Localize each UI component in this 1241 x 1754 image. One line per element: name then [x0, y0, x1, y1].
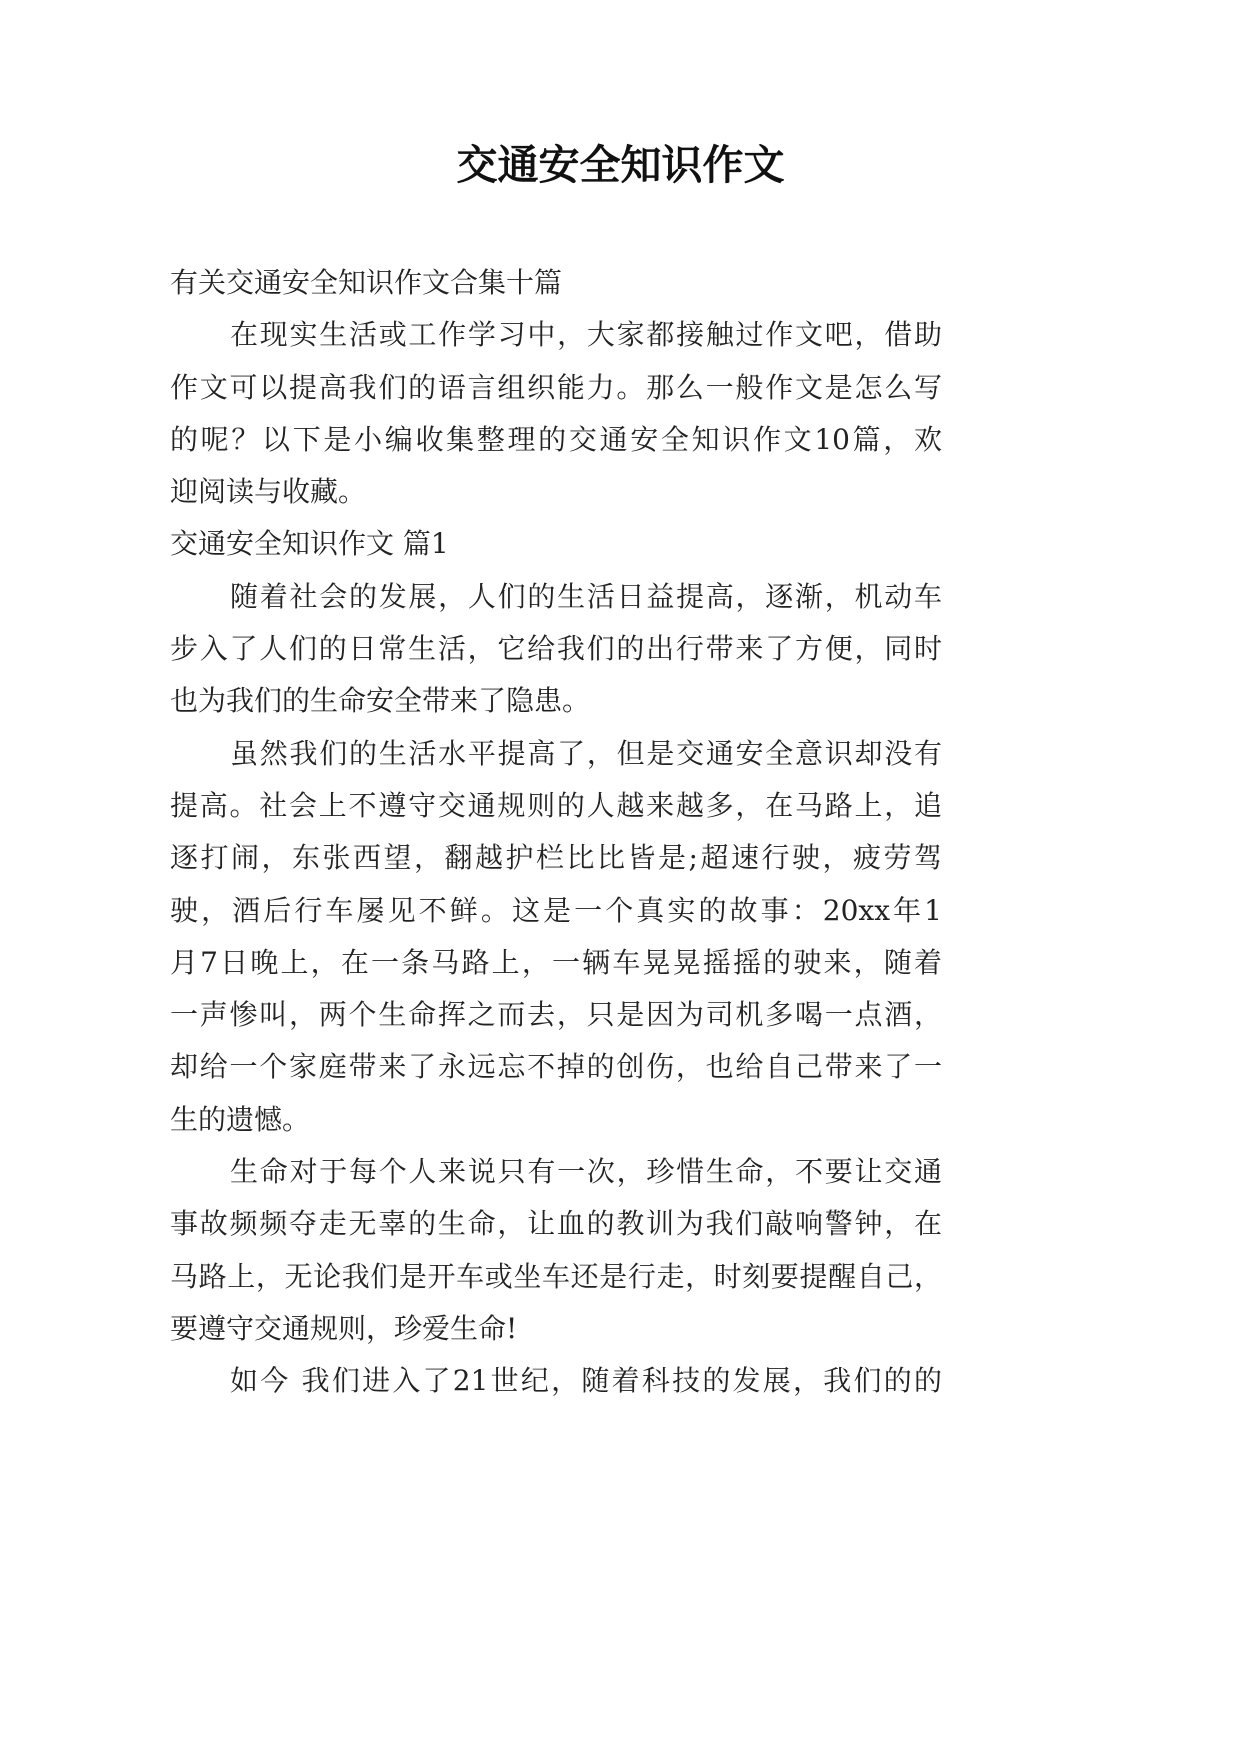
text-line: 一声惨叫，两个生命挥之而去，只是因为司机多喝一点酒，: [170, 998, 942, 1032]
text-line: 却给一个家庭带来了永远忘不掉的创伤，也给自己带来了一: [170, 1050, 942, 1084]
essay-paragraph: [170, 571, 942, 728]
text-line: 要遵守交通规则，珍爱生命!: [170, 1311, 518, 1345]
text-line: 在现实生活或工作学习中，大家都接触过作文吧，借助: [230, 318, 942, 352]
collection-heading: 有关交通安全知识作文合集十篇: [170, 266, 563, 299]
text-line: 逐打闹，东张西望，翻越护栏比比皆是;超速行驶，疲劳驾: [170, 841, 942, 875]
text-line: 迎阅读与收藏。: [170, 475, 367, 509]
text-line: 虽然我们的生活水平提高了，但是交通安全意识却没有: [230, 736, 942, 770]
text-line: 提高。社会上不遵守交通规则的人越来越多，在马路上，追: [170, 788, 942, 822]
text-line: 月7日晚上，在一条马路上，一辆车晃晃摇摇的驶来，随着: [170, 945, 942, 979]
essay-paragraph: [170, 1146, 942, 1355]
text-line: 的呢？以下是小编收集整理的交通安全知识作文10篇，欢: [170, 422, 942, 456]
text-line: 步入了人们的日常生活，它给我们的出行带来了方便，同时: [170, 632, 942, 666]
intro-paragraph: [170, 309, 942, 518]
text-line: 也为我们的生命安全带来了隐患。: [170, 684, 591, 718]
document-title: 交通安全知识作文: [456, 141, 785, 189]
text-line: 马路上，无论我们是开车或坐车还是行走，时刻要提醒自己，: [170, 1259, 942, 1293]
text-line: 生命对于每个人来说只有一次，珍惜生命，不要让交通: [230, 1155, 942, 1189]
section-heading: 交通安全知识作文 篇1: [170, 527, 449, 561]
text-line: 随着社会的发展，人们的生活日益提高，逐渐，机动车: [230, 579, 942, 613]
text-line: 生的遗憾。: [170, 1102, 311, 1136]
text-line: 作文可以提高我们的语言组织能力。那么一般作文是怎么写: [170, 370, 942, 404]
text-line: 事故频频夺走无辜的生命，让血的教训为我们敲响警钟，在: [170, 1207, 942, 1241]
essay-paragraph: [170, 728, 942, 1146]
text-line: 如今 我们进入了21世纪，随着科技的发展，我们的的: [230, 1364, 942, 1398]
text-line: 驶，酒后行车屡见不鲜。这是一个真实的故事：20xx年1: [170, 893, 942, 927]
essay-paragraph: [170, 1355, 942, 1407]
document-body: [170, 257, 942, 1408]
